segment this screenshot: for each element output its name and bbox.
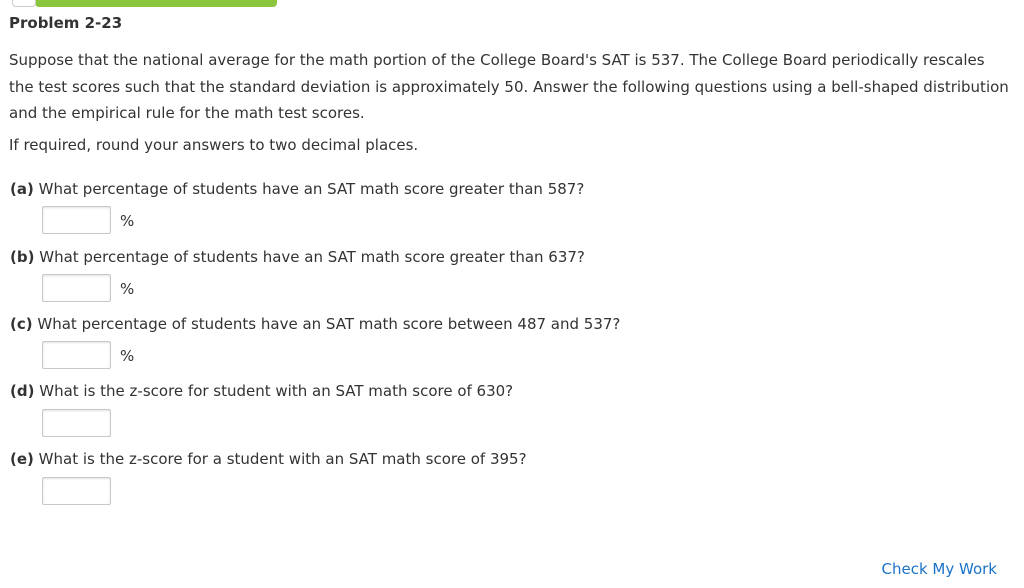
question-c-label: (c): [10, 315, 33, 333]
problem-title: Problem 2-23: [9, 14, 123, 32]
header-tab-bar: [35, 0, 277, 7]
question-e-label: (e): [10, 450, 34, 468]
question-a: [10, 180, 584, 198]
question-b: [10, 248, 585, 266]
question-e: [10, 450, 527, 468]
question-a-label: (a): [10, 180, 34, 198]
answer-input-e[interactable]: [42, 477, 111, 505]
rounding-instruction: If required, round your answers to two decimal places.: [9, 136, 419, 154]
question-c: [10, 315, 620, 333]
question-b-label: (b): [10, 248, 35, 266]
question-d: [10, 382, 513, 400]
problem-statement: Suppose that the national average for the math portion of the College Board's SAT is 537. The College Board periodically rescales the test scores such that the standard deviation is approximately 50. Answer the following questions using a bell-shaped distribution and the empirical rule for the math test scores.: [9, 51, 1009, 122]
answer-input-d[interactable]: [42, 409, 111, 437]
question-a-text: What percentage of students have an SAT math score greater than 587?: [38, 180, 585, 198]
question-c-text: What percentage of students have an SAT math score between 487 and 537?: [37, 315, 621, 333]
answer-input-b[interactable]: [42, 274, 111, 302]
answer-unit-c: %: [120, 347, 135, 365]
header-tab-handle: [12, 0, 36, 7]
question-d-label: (d): [10, 382, 35, 400]
question-d-text: What is the z-score for student with an SAT math score of 630?: [39, 382, 514, 400]
question-b-text: What percentage of students have an SAT math score greater than 637?: [39, 248, 585, 266]
check-my-work-link[interactable]: Check My Work: [881, 560, 997, 578]
question-e-text: What is the z-score for a student with an SAT math score of 395?: [38, 450, 527, 468]
answer-unit-b: %: [120, 280, 135, 298]
answer-input-c[interactable]: [42, 341, 111, 369]
answer-input-a[interactable]: [42, 206, 111, 234]
answer-unit-a: %: [120, 212, 135, 230]
